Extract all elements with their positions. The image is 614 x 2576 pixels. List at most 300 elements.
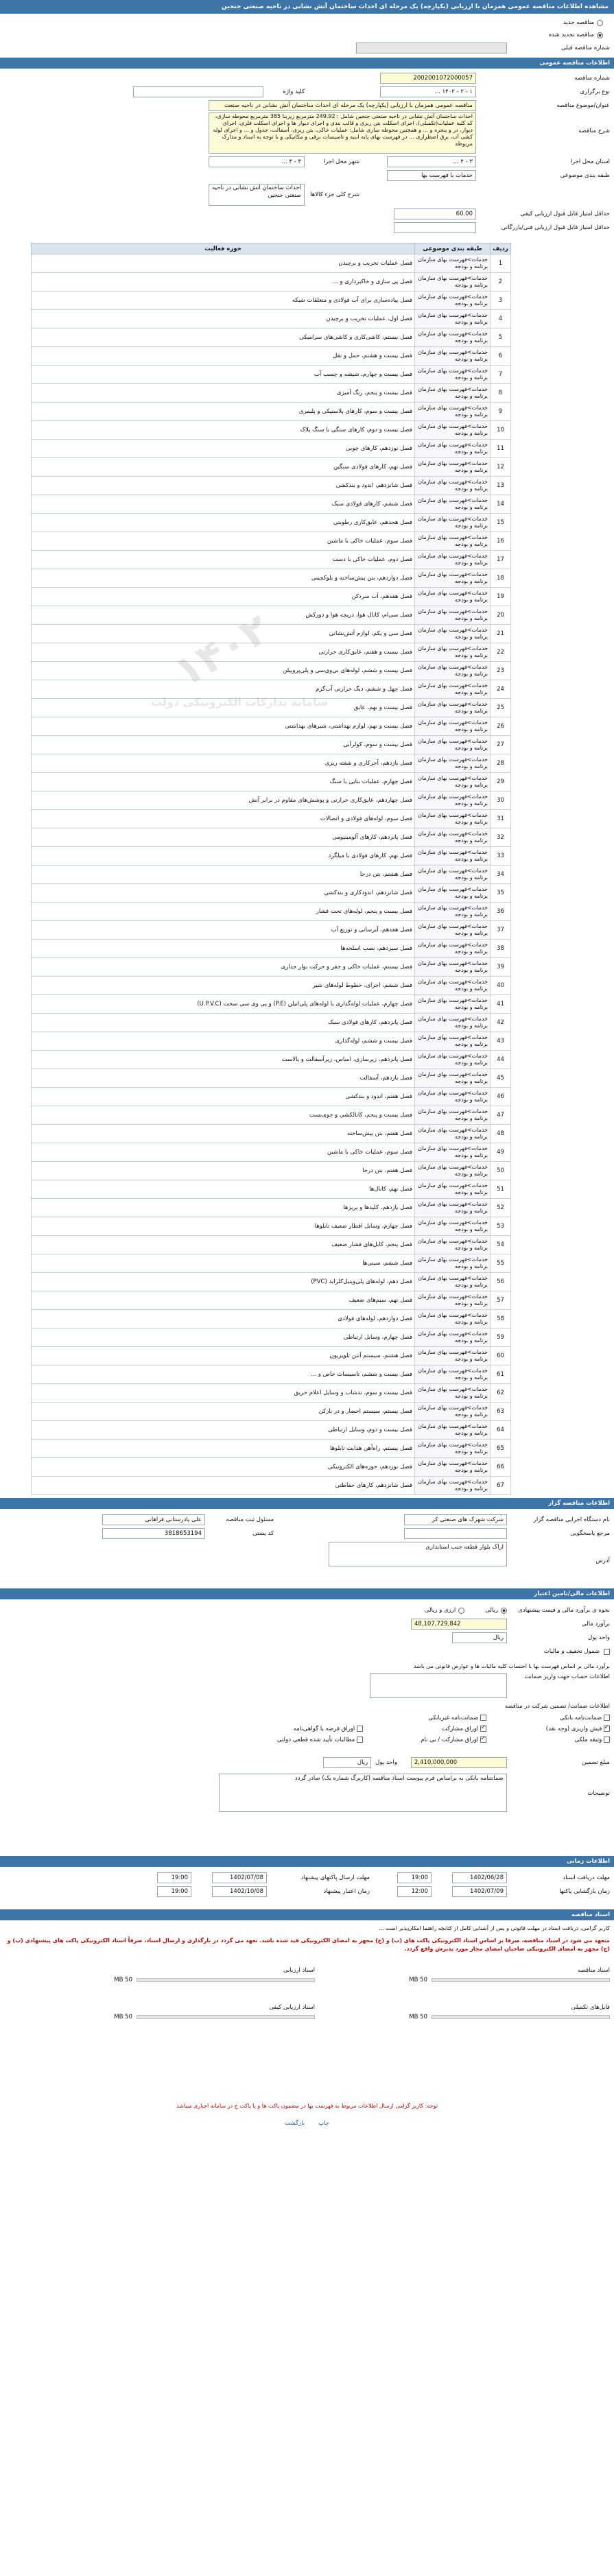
row-group: خدمات>فهرست بهای سازمان برنامه و بودجه	[415, 1180, 491, 1199]
table-row	[32, 754, 511, 773]
table-row	[32, 1032, 511, 1051]
row-activity: فصل نوزدهم، کارهای چوبی	[32, 440, 415, 458]
col-activity: حوزه فعالیت	[32, 243, 415, 254]
table-row	[32, 1421, 511, 1440]
table-row	[32, 828, 511, 847]
table-row	[32, 1403, 511, 1421]
row-group: خدمات>فهرست بهای سازمان برنامه و بودجه	[415, 884, 491, 903]
row-group: خدمات>فهرست بهای سازمان برنامه و بودجه	[415, 1477, 491, 1495]
doc-file-4-label: اسناد ارزیابی کیفی	[269, 2004, 315, 2011]
row-activity: فصل بیست و هشتم، حمل و نقل	[32, 347, 415, 366]
table-row	[32, 1273, 511, 1291]
table-row	[32, 421, 511, 440]
row-activity: فصل بیست و سوم، کولرآبی	[32, 736, 415, 754]
hold-type-row	[4, 85, 610, 99]
g-opt3[interactable]	[486, 1726, 610, 1732]
table-row	[32, 1477, 511, 1495]
row-number: 2	[491, 273, 511, 291]
row-number: 9	[491, 403, 511, 421]
prev-number-label: شماره مناقصه قبلی	[561, 45, 610, 51]
row-activity: فصل سی و یکم، لوازم آتش‌نشانی	[32, 625, 415, 643]
section-financial: اطلاعات مالی/تامین اعتبار	[0, 1588, 614, 1599]
row-number: 50	[491, 1162, 511, 1180]
row-number: 20	[491, 606, 511, 625]
table-row	[32, 884, 511, 903]
estimate-label: برآورد مالی	[582, 1621, 610, 1627]
row-number: 31	[491, 810, 511, 828]
guarantee-fields-field	[370, 1673, 507, 1698]
g-opt2[interactable]	[363, 1715, 486, 1721]
hold-type-field[interactable]: ۱ - ۲ - ۱۴۰۲ ...	[380, 86, 476, 97]
row-number: 61	[491, 1365, 511, 1384]
row-activity: فصل شانزدهم، اندودکاری و بندکشی	[32, 884, 415, 903]
row-number: 37	[491, 921, 511, 940]
table-row	[32, 1199, 511, 1217]
doc-file-3[interactable]	[315, 2004, 610, 2020]
row-group: خدمات>فهرست بهای سازمان برنامه و بودجه	[415, 551, 491, 569]
table-row	[32, 1236, 511, 1254]
doc-file-3-label: فایل‌های تکمیلی	[571, 2004, 610, 2011]
row-number: 4	[491, 310, 511, 329]
row-group: خدمات>فهرست بهای سازمان برنامه و بودجه	[415, 458, 491, 477]
notes-label: توضیحات	[587, 1790, 610, 1797]
radio-renewed-row[interactable]	[0, 29, 614, 41]
subject-field: مناقصه عمومی همزمان با ارزیابی (یکپارچه) یک مرحله ای احداث ساختمان آتش نشانی در ناحیه صنعت	[209, 100, 476, 111]
doc-file-1[interactable]	[315, 1967, 610, 1983]
item-desc-field: احداث ساختمان آتش نشانی در ناحیه صنعتی جنجین	[209, 184, 305, 206]
row-number: 24	[491, 680, 511, 699]
back-link[interactable]: بازگشت	[285, 2120, 305, 2127]
g-opt2-check[interactable]	[480, 1715, 486, 1721]
row-activity: فصل پیاده‌سازی برای آب فولادی و متعلقات شبکه	[32, 291, 415, 310]
open-label: زمان بازگشایی پاکتها	[559, 1888, 610, 1895]
row-group: خدمات>فهرست بهای سازمان برنامه و بودجه	[415, 495, 491, 514]
doc-file-3-bar	[432, 2015, 610, 2019]
g-opt4-check[interactable]	[480, 1726, 486, 1732]
doc-end-label: مهلت ارسال پاکتهای پیشنهاد	[300, 1874, 370, 1881]
row-activity: فصل بیست و چهارم، شیشه و چسب آب	[32, 366, 415, 384]
table-row	[32, 662, 511, 680]
row-group: خدمات>فهرست بهای سازمان برنامه و بودجه	[415, 1143, 491, 1162]
min-score-field: 60.00	[394, 208, 476, 219]
row-number: 13	[491, 477, 511, 495]
row-group: خدمات>فهرست بهای سازمان برنامه و بودجه	[415, 1458, 491, 1477]
row-activity: فصل بیست و ششم، لوله‌گذاری	[32, 1032, 415, 1051]
table-row	[32, 384, 511, 403]
row-group: خدمات>فهرست بهای سازمان برنامه و بودجه	[415, 680, 491, 699]
table-row	[32, 717, 511, 736]
timing-block	[0, 1867, 614, 1907]
guarantee-fields-row	[4, 1673, 610, 1701]
g-opt7-label: اوراق مشارکت / بی نام	[421, 1737, 479, 1743]
row-number: 12	[491, 458, 511, 477]
items-body	[32, 254, 511, 1495]
row-activity: فصل چهارم، وسایل اقطار ضعیف تابلوها	[32, 1217, 415, 1236]
row-group: خدمات>فهرست بهای سازمان برنامه و بودجه	[415, 403, 491, 421]
row-activity: فصل سیزدهم، نصب اسلحه‌ها	[32, 940, 415, 958]
row-group: خدمات>فهرست بهای سازمان برنامه و بودجه	[415, 1236, 491, 1254]
table-row	[32, 1254, 511, 1273]
row-group: خدمات>فهرست بهای سازمان برنامه و بودجه	[415, 643, 491, 662]
row-number: 26	[491, 717, 511, 736]
category-row	[4, 169, 610, 182]
row-number: 36	[491, 903, 511, 921]
g-opt1[interactable]	[486, 1715, 610, 1721]
holder-org-row	[4, 1513, 610, 1527]
docs-files	[4, 1967, 610, 2020]
row-number: 49	[491, 1143, 511, 1162]
table-row	[32, 958, 511, 977]
row-activity: فصل یازدهم، کلیدها و پریزها	[32, 1199, 415, 1217]
subsidy-check[interactable]	[604, 1649, 610, 1655]
row-activity: فصل چهارم، عملیات لوله‌گذاری با لوله‌های پلی‌اتیلن (P.E) و پی وی سی سخت (U.P.V.C)	[32, 995, 415, 1014]
prev-number-input[interactable]	[356, 43, 507, 53]
col-group: طبقه بندی موضوعی	[415, 243, 491, 254]
row-number: 5	[491, 329, 511, 347]
estimate-type-label: نحوه ی برآورد مالی و قیمت پیشنهادی	[518, 1607, 610, 1614]
province-label: استان محل اجرا	[570, 158, 610, 165]
row-activity: فصل سی‌ام، کانال هوا، دریچه هوا و دوزکش	[32, 606, 415, 625]
table-row	[32, 791, 511, 810]
doc-file-2-bar	[137, 1978, 315, 1982]
row-activity: فصل اول، عملیات تخریب و برچیدن	[32, 310, 415, 329]
province-field[interactable]: ۳ - ۴ ...	[387, 156, 476, 167]
row-number: 67	[491, 1477, 511, 1495]
g-opt3-check[interactable]	[604, 1726, 610, 1732]
table-row	[32, 773, 511, 791]
amount-field: 2,410,000,000	[411, 1757, 507, 1768]
watermark-logo: ۱۴۰۲	[166, 605, 278, 697]
row-activity: فصل هفتم، بتن درجا	[32, 1162, 415, 1180]
doc-file-3-size: 50 MB	[409, 2014, 427, 2020]
table-row	[32, 995, 511, 1014]
row-group: خدمات>فهرست بهای سازمان برنامه و بودجه	[415, 606, 491, 625]
row-group: خدمات>فهرست بهای سازمان برنامه و بودجه	[415, 514, 491, 532]
row-activity: فصل پانزدهم، کارهای آلومینیومی	[32, 828, 415, 847]
row-number: 7	[491, 366, 511, 384]
row-number: 62	[491, 1384, 511, 1403]
row-group: خدمات>فهرست بهای سازمان برنامه و بودجه	[415, 995, 491, 1014]
row-activity: فصل هفتم، اندود و بندکشی	[32, 1088, 415, 1106]
tender-number-field: 2002001072000057	[380, 73, 476, 84]
doc-end-time: 19:00	[157, 1872, 191, 1883]
doc-file-4[interactable]	[20, 2004, 315, 2020]
validity-label: زمان اعتبار پیشنهاد	[323, 1888, 370, 1895]
table-row	[32, 366, 511, 384]
table-row	[32, 903, 511, 921]
tender-number-row	[4, 71, 610, 85]
table-row	[32, 588, 511, 606]
row-group: خدمات>فهرست بهای سازمان برنامه و بودجه	[415, 532, 491, 551]
row-number: 46	[491, 1088, 511, 1106]
row-group: خدمات>فهرست بهای سازمان برنامه و بودجه	[415, 810, 491, 828]
notes-field: ضمانتنامه بانکی به براساس فرم پیوست اسناد مناقصه (کاربرگ شماره یک) صادر گردد	[219, 1774, 507, 1812]
g-opt8-check[interactable]	[357, 1737, 363, 1743]
row-group: خدمات>فهرست بهای سازمان برنامه و بودجه	[415, 1403, 491, 1421]
radio-rial-fx[interactable]	[458, 1608, 464, 1614]
items-table	[31, 243, 511, 1495]
holder-ref-row	[4, 1527, 610, 1540]
row-activity: فصل بیست و پنجم، رنگ آمیزی	[32, 384, 415, 403]
estimate-row	[4, 1617, 610, 1631]
prev-number-row	[0, 41, 614, 55]
table-row	[32, 569, 511, 588]
watermark-text: سامانه تدارکات الکترونیکی دولت	[151, 695, 328, 708]
row-activity: فصل هشتم، بتن درجا	[32, 866, 415, 884]
row-group: خدمات>فهرست بهای سازمان برنامه و بودجه	[415, 717, 491, 736]
row-activity: فصل بیست و دوم، وسایل ارتباطی	[32, 1421, 415, 1440]
row-number: 44	[491, 1051, 511, 1069]
row-number: 63	[491, 1403, 511, 1421]
footer-actions	[4, 2120, 610, 2127]
g-opt6[interactable]	[486, 1737, 610, 1743]
g-opt6-check[interactable]	[604, 1737, 610, 1743]
row-number: 38	[491, 940, 511, 958]
g-opt5-label: اوراق قرضه یا گواهی‌نامه	[293, 1726, 355, 1732]
row-number: 39	[491, 958, 511, 977]
row-activity: فصل بیست و پنجم، کانالکشی و جوی‌بست	[32, 1106, 415, 1125]
row-number: 58	[491, 1310, 511, 1328]
print-link[interactable]: چاپ	[318, 2120, 329, 2127]
row-number: 17	[491, 551, 511, 569]
docs-note1: کاربر گرامی، دریافت اسناد در مهلت قانونی و پس از آشنایی کامل از کتابچه راهنما امکان‌پذیر است ...	[378, 1925, 610, 1931]
holder-org-field: شرکت شهرک های صنعتی کر	[404, 1514, 507, 1525]
row-activity: فصل سوم، لوله‌های فولادی و اتصالات	[32, 810, 415, 828]
table-row	[32, 532, 511, 551]
radio-new[interactable]	[597, 20, 603, 26]
min-score-tech-row	[4, 221, 610, 235]
table-row	[32, 514, 511, 532]
table-row	[32, 847, 511, 866]
row-activity: فصل نوزدهم، حوزه‌های الکترونیکی	[32, 1458, 415, 1477]
row-activity: فصل بیست و نهم، عایق	[32, 699, 415, 717]
g-opt5-check[interactable]	[357, 1726, 363, 1732]
row-number: 51	[491, 1180, 511, 1199]
table-row	[32, 1328, 511, 1347]
row-group: خدمات>فهرست بهای سازمان برنامه و بودجه	[415, 625, 491, 643]
row-group: خدمات>فهرست بهای سازمان برنامه و بودجه	[415, 736, 491, 754]
holder-postal-label: کد پستی	[252, 1530, 274, 1537]
holder-resp-field: علی پادرستانی فراهانی	[102, 1514, 205, 1525]
general-fields	[0, 69, 614, 243]
doc-file-2-size: 50 MB	[114, 1977, 132, 1983]
row-number: 42	[491, 1014, 511, 1032]
row-group: خدمات>فهرست بهای سازمان برنامه و بودجه	[415, 828, 491, 847]
doc-start-date: 1402/06/28	[452, 1872, 507, 1883]
row-number: 11	[491, 440, 511, 458]
g-opt4[interactable]	[363, 1726, 486, 1732]
table-row	[32, 921, 511, 940]
col-row: ردیف	[491, 243, 511, 254]
row-group: خدمات>فهرست بهای سازمان برنامه و بودجه	[415, 347, 491, 366]
row-activity: فصل ششم، سینی‌ها	[32, 1254, 415, 1273]
validity-time: 19:00	[157, 1886, 191, 1897]
row-group: خدمات>فهرست بهای سازمان برنامه و بودجه	[415, 903, 491, 921]
doc-file-4-bar	[137, 2015, 315, 2019]
row-activity: فصل عملیات تخریب و برچیدن	[32, 254, 415, 273]
guarantee-fields-label: اطلاعات حساب جهت واریز ضمانت	[524, 1673, 610, 1680]
row-number: 35	[491, 884, 511, 903]
amount-currency-field[interactable]: ریال	[323, 1757, 371, 1768]
table-row	[32, 810, 511, 828]
row-activity: فصل دهم، لوله‌های پلی‌وینیل‌کلراید (PVC)	[32, 1273, 415, 1291]
row-activity: فصل سوم، عملیات خاکی با ماشین	[32, 1143, 415, 1162]
section-docs: اسناد مناقصه	[0, 1909, 614, 1920]
table-row	[32, 440, 511, 458]
radio-renewed[interactable]	[597, 32, 603, 38]
subject-row	[4, 99, 610, 112]
row-activity: فصل بیست و نهم، لوازم بهداشتی، شیرهای بهداشتی	[32, 717, 415, 736]
row-activity: فصل دوم، عملیات خاکی با دست	[32, 551, 415, 569]
row-activity: فصل نهم، کارهای فولادی سنگین	[32, 458, 415, 477]
item-desc-label: شرح کلی جزء کالاها	[310, 191, 359, 198]
guarantee-label-row	[4, 1701, 610, 1712]
row-number: 14	[491, 495, 511, 514]
notes-row	[4, 1774, 610, 1815]
row-group: خدمات>فهرست بهای سازمان برنامه و بودجه	[415, 310, 491, 329]
row-number: 55	[491, 1254, 511, 1273]
table-row	[32, 347, 511, 366]
table-row	[32, 866, 511, 884]
page-title: مشاهده اطلاعات مناقصه عمومی همزمان با ارزیابی (یکپارچه) یک مرحله ای احداث ساختمان آتش نشانی در ناحیه صنعتی جنجین	[0, 0, 614, 14]
row-activity: فصل بیست و دوم، کارهای سنگی با سنگ پلاک	[32, 421, 415, 440]
table-row	[32, 1365, 511, 1384]
row-activity: فصل نهم، کانال‌ها	[32, 1180, 415, 1199]
doc-file-1-label: اسناد مناقصه	[578, 1967, 610, 1974]
row-number: 52	[491, 1199, 511, 1217]
row-number: 59	[491, 1328, 511, 1347]
category-field[interactable]: خدمات با فهرست بها	[387, 170, 476, 181]
subsidy-label: شمول تخفیف و مالیات	[543, 1648, 600, 1655]
table-row	[32, 329, 511, 347]
currency-field[interactable]: ریال	[452, 1632, 507, 1643]
row-group: خدمات>فهرست بهای سازمان برنامه و بودجه	[415, 1254, 491, 1273]
timing-row-2	[4, 1885, 610, 1898]
g-opt2-label: ضمانت‌نامه غیربانکی	[428, 1715, 479, 1721]
row-activity: فصل بیست و سوم، تدشاب و وسایل اعلام حریق	[32, 1384, 415, 1403]
docs-footer-note: توجه: کاربر گرامی ارسال اطلاعات مربوط به فهرست بها در مضمون پاکت ها و یا پاکت ج در سامانه اجباری میباشد	[176, 2103, 438, 2109]
desc-note-row	[4, 1658, 610, 1673]
financial-desc-note: برآورد مالی بر اساس فهرست بها با احتساب کلیه مالیات ها و عوارض قانونی می باشد	[413, 1662, 610, 1669]
row-activity: فصل دوازدهم، لوله‌های فولادی	[32, 1310, 415, 1328]
row-group: خدمات>فهرست بهای سازمان برنامه و بودجه	[415, 1347, 491, 1365]
g-opt8[interactable]	[226, 1737, 363, 1743]
g-opt4-label: اوراق مشارکت	[441, 1726, 479, 1732]
row-activity: فصل بیستم، سیستم احضار و در بازکن	[32, 1403, 415, 1421]
table-row	[32, 1125, 511, 1143]
row-group: خدمات>فهرست بهای سازمان برنامه و بودجه	[415, 662, 491, 680]
items-table-wrap	[0, 243, 614, 1495]
row-activity: فصل هجدهم، عایق‌کاری رطوبتی	[32, 514, 415, 532]
table-row	[32, 699, 511, 717]
row-number: 3	[491, 291, 511, 310]
row-number: 47	[491, 1106, 511, 1125]
desc-row	[4, 112, 610, 155]
min-score-tech-field	[394, 222, 476, 233]
radio-rial[interactable]	[501, 1608, 507, 1614]
row-number: 66	[491, 1458, 511, 1477]
row-group: خدمات>فهرست بهای سازمان برنامه و بودجه	[415, 1106, 491, 1125]
row-number: 22	[491, 643, 511, 662]
table-row	[32, 477, 511, 495]
row-number: 6	[491, 347, 511, 366]
g-opt7-check[interactable]	[480, 1737, 486, 1743]
row-activity: فصل بیست و هفتم، عایق‌کاری حرارتی	[32, 643, 415, 662]
row-activity: فصل پانزدهم، کارهای فولادی سبک	[32, 1014, 415, 1032]
row-number: 30	[491, 791, 511, 810]
radio-new-row[interactable]	[0, 16, 614, 29]
g-opt7[interactable]	[363, 1737, 486, 1743]
province-row	[4, 155, 610, 169]
currency-row	[4, 1631, 610, 1645]
row-group: خدمات>فهرست بهای سازمان برنامه و بودجه	[415, 1032, 491, 1051]
table-row	[32, 291, 511, 310]
row-group: خدمات>فهرست بهای سازمان برنامه و بودجه	[415, 440, 491, 458]
table-row	[32, 1458, 511, 1477]
row-number: 56	[491, 1273, 511, 1291]
row-group: خدمات>فهرست بهای سازمان برنامه و بودجه	[415, 1365, 491, 1384]
row-activity: فصل سوم، عملیات خاکی با ماشین	[32, 532, 415, 551]
row-group: خدمات>فهرست بهای سازمان برنامه و بودجه	[415, 421, 491, 440]
row-activity: فصل دوازدهم، بتن پیش‌ساخته و بلوکچینی	[32, 569, 415, 588]
row-number: 43	[491, 1032, 511, 1051]
row-activity: فصل هفتم، بتن پیش‌ساخته	[32, 1125, 415, 1143]
row-number: 18	[491, 569, 511, 588]
row-activity: فصل نهم، کارهای فولادی با میلگرد	[32, 847, 415, 866]
min-score-label: حداقل امتیاز قابل قبول ارزیابی کیفی	[520, 211, 610, 217]
doc-start-time: 19:00	[397, 1872, 432, 1883]
row-activity: فصل چهل و ششم، دیگ حرارتی آب‌گرم	[32, 680, 415, 699]
row-number: 34	[491, 866, 511, 884]
row-number: 32	[491, 828, 511, 847]
desc-field: احداث ساختمان آتش نشانی در ناحیه صنعتی جنجین شامل : 249.92 مترمربع زیربنا 385 مترمربع محوطه سازی، که کلیه عملیات(تکمیلی)، اجرای اسکلت بتن ریزی و قالب بندی و اجرای دیوار ها و اجرای اسکلت فلزی، اجرای دیوار، در و پنجره و ... و همچنین محوطه سازی شامل: عملیات خاکی، بتن ریزی، آسفالت، جدول و ... و اجرای لوله کشی آب، برق اضطراری ... در فهرست بهای پایه ابنیه و تاسیسات برقی و مکانیکی و با توجه به اسناد و مدارک مربوطه	[209, 112, 476, 154]
row-group: خدمات>فهرست بهای سازمان برنامه و بودجه	[415, 1069, 491, 1088]
row-activity: فصل یازدهم، آجرکاری و شفته ریزی	[32, 754, 415, 773]
row-number: 45	[491, 1069, 511, 1088]
row-group: خدمات>فهرست بهای سازمان برنامه و بودجه	[415, 1162, 491, 1180]
row-number: 21	[491, 625, 511, 643]
city-field[interactable]: ۳ - ۴ ...	[209, 156, 305, 167]
row-group: خدمات>فهرست بهای سازمان برنامه و بودجه	[415, 1199, 491, 1217]
section-holder: اطلاعات مناقصه گزار	[0, 1498, 614, 1509]
row-number: 64	[491, 1421, 511, 1440]
row-group: خدمات>فهرست بهای سازمان برنامه و بودجه	[415, 866, 491, 884]
table-row	[32, 551, 511, 569]
g-opt5[interactable]	[226, 1726, 363, 1732]
row-activity: فصل بیست و سوم، کارهای پلاستیکی و پلیمری	[32, 403, 415, 421]
row-activity: فصل بیست و ششم، تاسیسات خاص و ...	[32, 1365, 415, 1384]
row-group: خدمات>فهرست بهای سازمان برنامه و بودجه	[415, 329, 491, 347]
g-opt1-check[interactable]	[604, 1715, 610, 1721]
table-row	[32, 1088, 511, 1106]
keyword-field[interactable]	[133, 86, 263, 97]
doc-file-2[interactable]	[20, 1967, 315, 1983]
row-group: خدمات>فهرست بهای سازمان برنامه و بودجه	[415, 847, 491, 866]
table-row	[32, 495, 511, 514]
row-activity: فصل نهم، سیم‌های ضعیف	[32, 1291, 415, 1310]
table-row	[32, 625, 511, 643]
row-number: 29	[491, 773, 511, 791]
row-group: خدمات>فهرست بهای سازمان برنامه و بودجه	[415, 273, 491, 291]
row-group: خدمات>فهرست بهای سازمان برنامه و بودجه	[415, 921, 491, 940]
table-row	[32, 1069, 511, 1088]
row-number: 53	[491, 1217, 511, 1236]
table-row	[32, 1143, 511, 1162]
financial-block	[0, 1599, 614, 1853]
radio-renewed-label: مناقصه تجدید شده	[548, 32, 594, 38]
row-activity: فصل هفدهم، آبرسانی و توزیع آب	[32, 921, 415, 940]
table-row	[32, 977, 511, 995]
